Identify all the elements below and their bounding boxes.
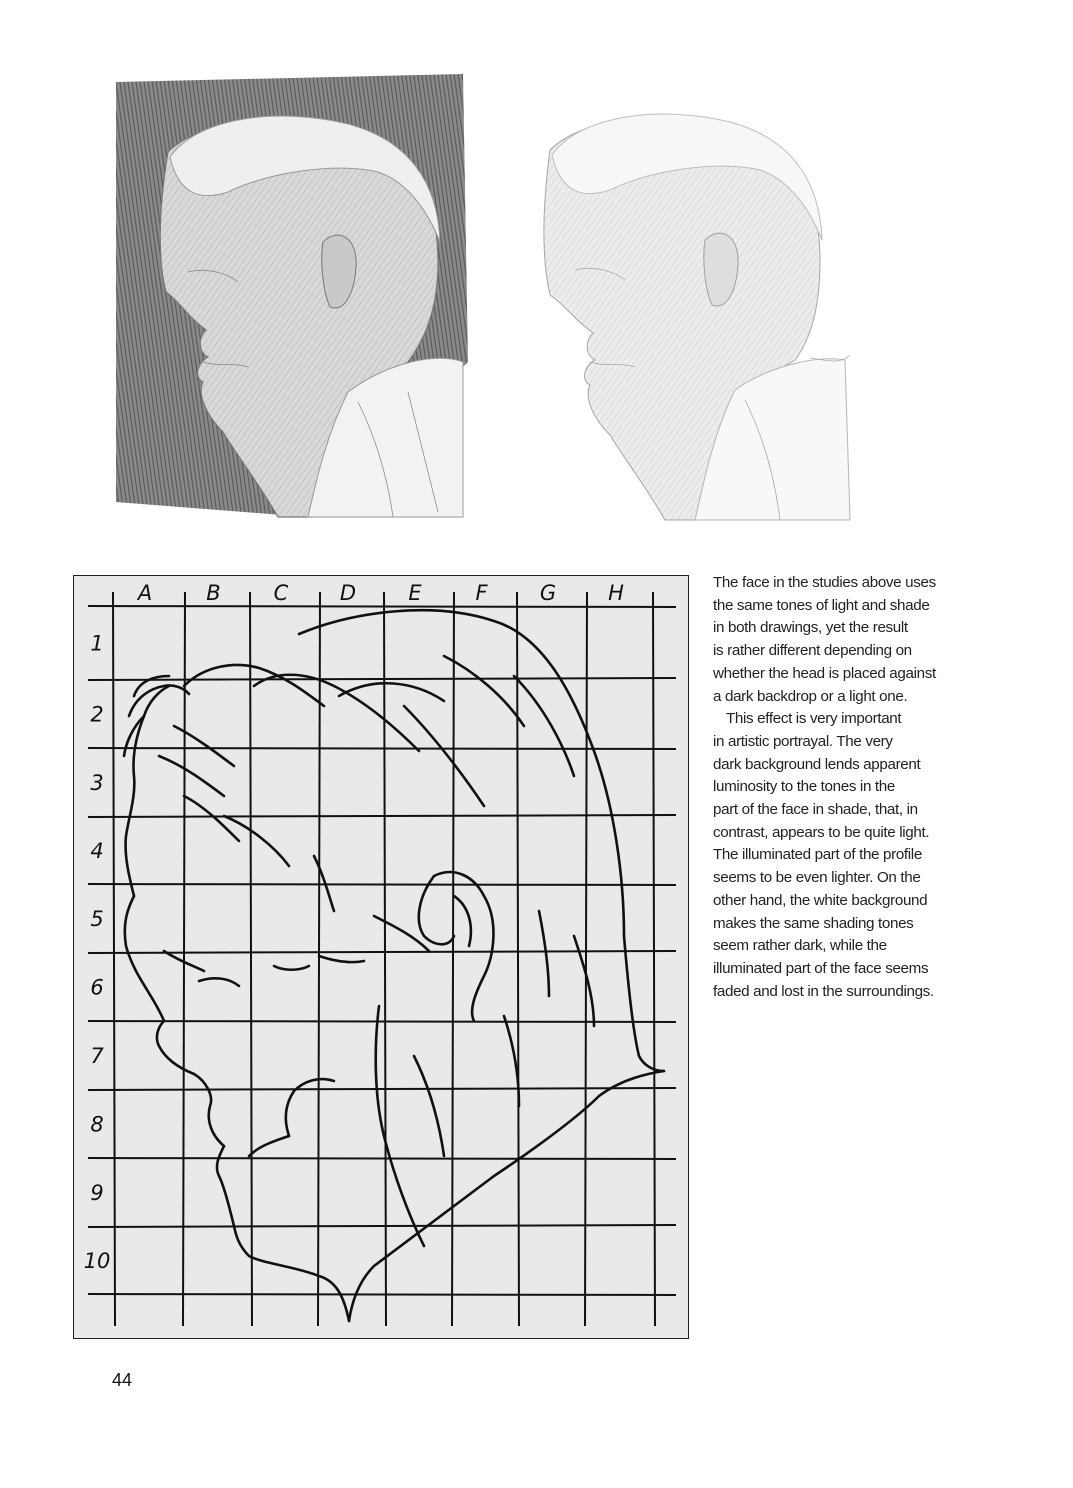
text-line: faded and lost in the surroundings. <box>713 982 934 1000</box>
grid-row-label: 9 <box>90 1181 104 1205</box>
portrait-sketch-dark-background <box>108 62 473 532</box>
text-line: the same tones of light and shade <box>713 596 930 614</box>
text-line: dark background lends apparent <box>713 755 921 773</box>
text-line: contrast, appears to be quite light. <box>713 823 930 841</box>
grid-row-label: 10 <box>83 1249 111 1273</box>
grid-column-label: H <box>608 581 624 605</box>
grid-column-label: E <box>408 581 422 605</box>
grid-vertical-line <box>585 592 587 1326</box>
paragraph-dark-vs-light-backdrop <box>713 572 963 708</box>
text-line: a dark backdrop or a light one. <box>713 687 908 705</box>
grid-row-label: 8 <box>90 1112 104 1137</box>
grid-column-label: C <box>273 581 289 605</box>
grid-vertical-line <box>452 592 454 1326</box>
body-text <box>713 572 963 1003</box>
text-line: other hand, the white background <box>713 891 928 909</box>
text-line: luminosity to the tones in the <box>713 778 895 796</box>
grid-horizontal-line <box>88 1294 676 1295</box>
profile-line-drawing <box>124 610 664 1321</box>
grid-horizontal-line <box>88 884 676 885</box>
grid-horizontal-line <box>88 748 676 749</box>
portrait-sketch-light-background <box>520 90 865 530</box>
grid-horizontal-line <box>88 606 676 607</box>
text-line: part of the face in shade, that, in <box>713 801 918 819</box>
grid-horizontal-line <box>88 951 676 953</box>
grid-vertical-line <box>250 592 252 1326</box>
grid-row-label: 4 <box>90 839 104 863</box>
grid-horizontal-line <box>88 1158 676 1159</box>
text-line: makes the same shading tones <box>713 914 914 932</box>
grid-column-label: B <box>206 581 221 605</box>
grid-column-label: D <box>339 581 357 605</box>
grid-column-label: G <box>539 581 557 605</box>
grid-vertical-line <box>384 592 386 1326</box>
text-line: The face in the studies above uses <box>713 574 936 591</box>
grid-row-label: 3 <box>90 771 104 795</box>
grid-horizontal-line <box>88 1021 676 1022</box>
text-line: seems to be even lighter. On the <box>713 869 921 887</box>
grid-line-drawing <box>73 575 689 1339</box>
grid-vertical-line <box>113 592 115 1326</box>
grid-row-label: 2 <box>90 702 104 727</box>
text-line: whether the head is placed against <box>713 664 936 682</box>
grid-vertical-line <box>653 592 655 1326</box>
grid-column-label: F <box>475 581 488 605</box>
grid-horizontal-line <box>88 1225 676 1227</box>
paragraph-artistic-portrayal <box>713 708 963 1003</box>
grid-row-label: 5 <box>90 907 104 931</box>
text-line: seem rather dark, while the <box>713 937 887 955</box>
text-line: is rather different depending on <box>713 642 912 660</box>
grid-column-label: A <box>137 581 153 605</box>
grid-vertical-line <box>183 592 185 1326</box>
grid-horizontal-line <box>88 815 676 817</box>
text-line: illuminated part of the face seems <box>713 959 929 977</box>
grid-row-label: 6 <box>90 975 104 1000</box>
grid-row-label: 7 <box>90 1044 104 1068</box>
grid-horizontal-line <box>88 1088 676 1090</box>
text-line: The illuminated part of the profile <box>713 846 922 864</box>
grid-row-label: 1 <box>90 631 104 656</box>
grid-horizontal-line <box>88 678 676 680</box>
text-line: This effect is very important <box>726 710 902 728</box>
text-line: in both drawings, yet the result <box>713 619 908 637</box>
grid-vertical-line <box>517 592 519 1326</box>
text-line: in artistic portrayal. The very <box>713 732 893 750</box>
page-number: 44 <box>112 1370 133 1390</box>
grid-column-labels <box>136 581 624 605</box>
